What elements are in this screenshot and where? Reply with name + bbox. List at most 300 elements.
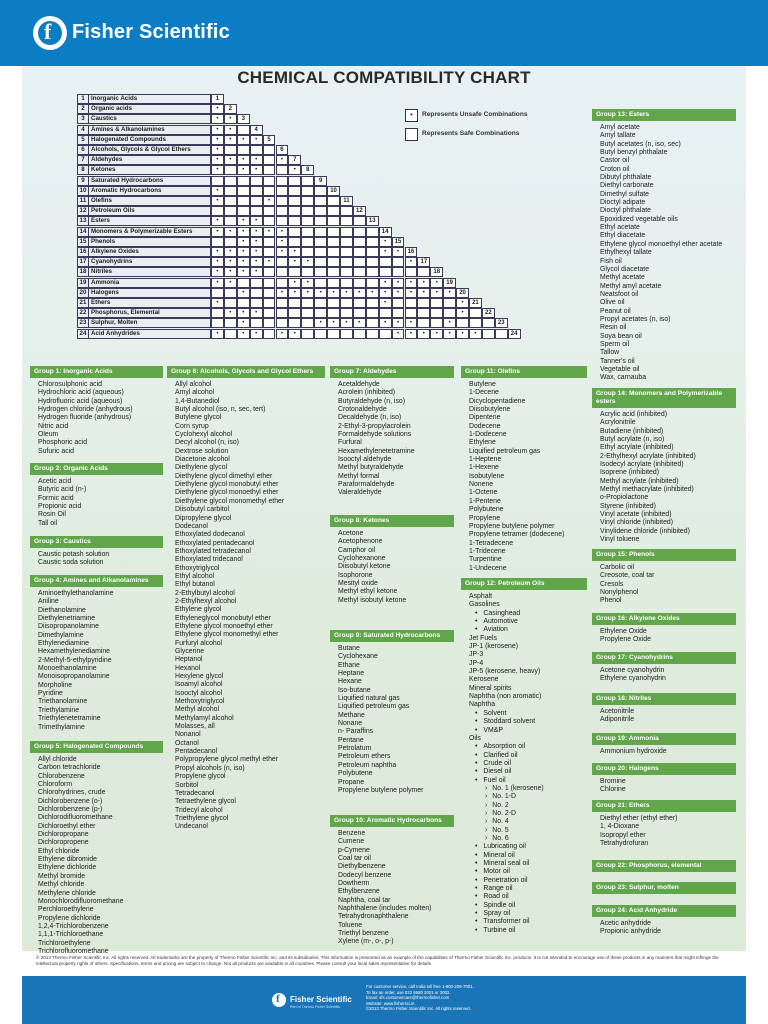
chemical-item: Isodecyl acrylate (inhibited) xyxy=(600,461,684,469)
row-number: 18 xyxy=(78,268,89,276)
matrix-row-label xyxy=(77,247,211,257)
row-name: Aromatic Hydrocarbons xyxy=(91,186,162,194)
chemical-item: JP-3 xyxy=(469,651,484,659)
row-name: Esters xyxy=(91,217,110,225)
chemical-item: • Turbine oil xyxy=(461,927,587,935)
matrix-safe-cell xyxy=(288,196,301,206)
chemical-item: Acetone xyxy=(338,530,364,537)
chemical-item: Methyl methacrylate (inhibited) xyxy=(600,486,694,494)
matrix-diagonal-cell: 17 xyxy=(417,257,430,267)
chemical-item: Methyl butyraldehyde xyxy=(338,464,404,472)
matrix-safe-cell xyxy=(263,267,276,277)
matrix-diagonal-cell: 4 xyxy=(250,125,263,135)
chemical-item: Ethylene glycol monomethyl ether xyxy=(175,631,279,639)
matrix-unsafe-cell: • xyxy=(379,278,392,288)
row-number: 22 xyxy=(78,309,89,317)
chemical-item: Allyl chloride xyxy=(38,756,77,763)
matrix-diagonal-cell: 22 xyxy=(482,308,495,318)
matrix-safe-cell xyxy=(392,308,405,318)
chemical-item: Ethyl acetate xyxy=(600,224,640,232)
matrix-unsafe-cell: • xyxy=(250,267,263,277)
matrix-safe-cell xyxy=(456,318,469,328)
chemical-item: Propyl alcohols (n, iso) xyxy=(175,764,245,772)
chemical-item: Polybutene xyxy=(469,506,504,514)
matrix-safe-cell xyxy=(237,145,250,155)
group-21 xyxy=(592,800,736,848)
matrix-safe-cell xyxy=(327,247,340,257)
chemical-item: Decaldehyde (n, iso) xyxy=(338,414,402,422)
group-heading: Group 13: Esters xyxy=(592,109,736,121)
chemical-item: Tetraethylene glycol xyxy=(175,798,236,806)
chemical-item: Methyl chloride xyxy=(38,881,85,889)
chemical-item: Propylene tetramer (dodecene) xyxy=(469,531,565,539)
group-items xyxy=(30,478,163,528)
brand-name: Fisher Scientific xyxy=(72,21,230,43)
matrix-safe-cell xyxy=(301,247,314,257)
chemical-item: Propyl acetates (n, iso) xyxy=(600,315,671,323)
legend-unsafe xyxy=(405,111,528,118)
chemical-item: Chloroform xyxy=(38,781,73,789)
chemical-item: Allyl alcohol xyxy=(175,381,212,388)
row-number: 10 xyxy=(78,187,89,195)
chemical-item: Soya bean oil xyxy=(600,332,642,340)
chemical-item: Vinyl toluene xyxy=(600,536,640,544)
matrix-row-label xyxy=(77,176,211,186)
chemical-item: Butyl acrylate (n, iso) xyxy=(600,436,665,444)
row-number: 13 xyxy=(78,217,89,225)
matrix-safe-cell xyxy=(288,186,301,196)
chemical-item: 1-Hexene xyxy=(469,464,499,472)
matrix-unsafe-cell: • xyxy=(288,278,301,288)
matrix-unsafe-cell: • xyxy=(392,278,405,288)
chemical-item: Ethylene dibromide xyxy=(38,856,97,864)
matrix-safe-cell xyxy=(482,329,495,339)
row-number: 16 xyxy=(78,248,89,256)
group-heading: Group 1: Inorganic Acids xyxy=(30,366,163,378)
matrix-safe-cell xyxy=(237,278,250,288)
group-items xyxy=(592,628,736,645)
matrix-unsafe-cell: • xyxy=(443,288,456,298)
chemical-item: Butyraldehyde (n, iso) xyxy=(338,397,406,405)
matrix-safe-cell xyxy=(301,329,314,339)
chemical-item: Acetonitrile xyxy=(600,708,635,715)
chemical-item: Naphtha, coal tar xyxy=(338,896,391,904)
chemical-item: Methyl acetate xyxy=(600,274,645,282)
matrix-safe-cell xyxy=(314,216,327,226)
group-heading: Group 7: Aldehydes xyxy=(330,366,454,378)
matrix-unsafe-cell: • xyxy=(237,257,250,267)
chemical-item: 1-Tridecene xyxy=(469,547,506,555)
matrix-diagonal-cell: 10 xyxy=(327,186,340,196)
matrix-safe-cell xyxy=(392,267,405,277)
row-number: 14 xyxy=(78,228,89,236)
chemical-item: Monoisopropanolamine xyxy=(38,673,110,681)
group-17 xyxy=(592,652,736,684)
matrix-safe-cell xyxy=(288,216,301,226)
chemical-item: Ethoxytriglycol xyxy=(175,564,220,572)
chemical-item: Acrylonitrile xyxy=(600,419,636,427)
matrix-diagonal-cell: 9 xyxy=(314,176,327,186)
matrix-safe-cell xyxy=(314,257,327,267)
chemical-item: Formic acid xyxy=(38,494,74,502)
row-name: Halogens xyxy=(91,288,119,296)
chemical-item: › No. 1 (kerosene) xyxy=(461,785,587,793)
chemical-item: Methyl formal xyxy=(338,472,380,480)
chemical-item: Glycerine xyxy=(175,648,205,655)
matrix-safe-cell xyxy=(276,267,289,277)
matrix-safe-cell xyxy=(417,267,430,277)
chemical-item: Hydrogen fluoride (anhydrous) xyxy=(38,414,132,422)
row-name: Saturated Hydrocarbons xyxy=(91,176,164,184)
chemical-item: • Automotive xyxy=(461,618,587,626)
matrix-safe-cell xyxy=(353,308,366,318)
chemical-item: Ammonium hydroxide xyxy=(600,748,667,755)
chemical-item: • Mineral oil xyxy=(461,852,587,860)
chemical-item: Pentane xyxy=(338,736,364,744)
group-heading: Group 11: Olefins xyxy=(461,366,587,378)
chemical-item: Vinyl chloride (inhibited) xyxy=(600,519,674,527)
chemical-item: Dowtherm xyxy=(338,880,370,888)
chemical-item: Propionic anhydride xyxy=(600,928,661,936)
row-number: 1 xyxy=(78,95,89,103)
matrix-unsafe-cell: • xyxy=(288,288,301,298)
matrix-safe-cell xyxy=(405,298,418,308)
chemical-item: › No. 5 xyxy=(461,827,587,835)
chemical-item: • Solvent xyxy=(461,710,587,718)
chemical-item: Hydrochloric acid (aqueous) xyxy=(38,389,124,397)
chemical-item: Cyclohexyl alcohol xyxy=(175,431,233,439)
matrix-unsafe-cell: • xyxy=(224,278,237,288)
matrix-unsafe-cell: • xyxy=(405,257,418,267)
matrix-safe-cell xyxy=(237,196,250,206)
group-22 xyxy=(592,860,736,872)
matrix-diagonal-cell: 6 xyxy=(276,145,289,155)
matrix-safe-cell xyxy=(250,318,263,328)
row-number: 2 xyxy=(78,105,89,113)
row-name: Petroleum Oils xyxy=(91,207,135,215)
matrix-unsafe-cell: • xyxy=(417,278,430,288)
matrix-safe-cell xyxy=(405,308,418,318)
matrix-safe-cell xyxy=(263,318,276,328)
matrix-unsafe-cell: • xyxy=(327,288,340,298)
matrix-unsafe-cell: • xyxy=(301,278,314,288)
row-number: 7 xyxy=(78,156,89,164)
page-title: CHEMICAL COMPATIBILITY CHART xyxy=(237,68,531,87)
chemical-item: 1-Decene xyxy=(469,389,499,397)
chemical-item: Ethylene glycol monoethyl ether acetate xyxy=(600,240,723,248)
chemical-item: Crotonaldehyde xyxy=(338,406,387,414)
matrix-row-label xyxy=(77,216,211,226)
matrix-diagonal-cell: 13 xyxy=(366,216,379,226)
matrix-safe-cell xyxy=(301,267,314,277)
matrix-safe-cell xyxy=(301,196,314,206)
chemical-item: JP-1 (kerosene) xyxy=(469,643,519,651)
group-heading: Group 4: Amines and Alkanolamines xyxy=(30,575,163,587)
matrix-safe-cell xyxy=(340,308,353,318)
matrix-diagonal-cell: 12 xyxy=(353,206,366,216)
matrix-safe-cell xyxy=(353,278,366,288)
matrix-safe-cell xyxy=(263,278,276,288)
matrix-safe-cell xyxy=(211,176,224,186)
chemical-item: Hexamethylenetetramine xyxy=(338,447,415,455)
matrix-unsafe-cell: • xyxy=(237,216,250,226)
matrix-diagonal-cell: 5 xyxy=(263,135,276,145)
chemical-item: Formaldehyde solutions xyxy=(338,431,412,439)
matrix-unsafe-cell: • xyxy=(379,247,392,257)
matrix-safe-cell xyxy=(263,176,276,186)
group-items xyxy=(592,920,736,937)
chemical-item: Butyric acid (n-) xyxy=(38,486,87,494)
chemical-item: Undecanol xyxy=(175,823,208,831)
matrix-safe-cell xyxy=(340,267,353,277)
chemical-item: 2-Ethyl-3-propylacrolein xyxy=(338,422,411,430)
chemical-item: Dichlorobenzene (p-) xyxy=(38,806,103,814)
chemical-item: Hexanol xyxy=(175,664,201,672)
chemical-item: Ethoxylated pentadecanol xyxy=(175,539,255,547)
chemical-item: Carbolic oil xyxy=(600,564,635,571)
chemical-item: Caustic soda solution xyxy=(38,559,104,567)
matrix-safe-cell xyxy=(301,186,314,196)
matrix-safe-cell xyxy=(263,206,276,216)
legend-unsafe-label: Represents Unsafe Combinations xyxy=(422,111,528,118)
matrix-row-label xyxy=(77,186,211,196)
chemical-item: Methyl ethyl ketone xyxy=(338,588,398,596)
matrix-safe-cell xyxy=(443,308,456,318)
chemical-item: Octanol xyxy=(175,739,199,747)
matrix-unsafe-cell: • xyxy=(250,165,263,175)
matrix-unsafe-cell: • xyxy=(392,329,405,339)
chemical-item: Diethylbenzene xyxy=(338,863,386,871)
matrix-safe-cell xyxy=(366,267,379,277)
row-number: 21 xyxy=(78,299,89,307)
group-items xyxy=(592,667,736,684)
row-number: 3 xyxy=(78,115,89,123)
matrix-safe-cell xyxy=(288,227,301,237)
row-name: Alcohols, Glycols & Glycol Ethers xyxy=(91,146,191,153)
matrix-diagonal-cell: 18 xyxy=(430,267,443,277)
matrix-safe-cell xyxy=(340,227,353,237)
matrix-unsafe-cell: • xyxy=(211,114,224,124)
chemical-item: Chlorohydrines, crude xyxy=(38,789,106,797)
row-number: 9 xyxy=(78,177,89,185)
matrix-row-label xyxy=(77,318,211,328)
row-name: Sulphur, Molten xyxy=(91,319,138,327)
matrix-unsafe-cell: • xyxy=(366,288,379,298)
chemical-item: Nitric acid xyxy=(38,422,69,430)
chemical-item: Acetone cyanohydrin xyxy=(600,667,665,674)
contact-website[interactable]: Website: www.fishersci.in xyxy=(366,1000,415,1006)
chemical-item: Tetradecanol xyxy=(175,789,215,797)
matrix-row-label xyxy=(77,104,211,114)
chemical-item: • Range oil xyxy=(461,885,587,893)
chemical-item: Acetaldehyde xyxy=(338,381,380,388)
matrix-unsafe-cell: • xyxy=(405,278,418,288)
chemical-item: Propylene dichloride xyxy=(38,914,101,922)
matrix-unsafe-cell: • xyxy=(392,247,405,257)
chemical-item: Methoxytriglycol xyxy=(175,698,225,706)
chemical-item: Rosin Oil xyxy=(38,511,66,519)
chemical-item: Olive oil xyxy=(600,299,625,307)
chemical-item: Methane xyxy=(338,711,365,719)
chemical-item: Diethyl carbonate xyxy=(600,182,654,190)
group-heading: Group 24: Acid Anhydride xyxy=(592,905,736,917)
matrix-unsafe-cell: • xyxy=(224,247,237,257)
chemical-item: Naphthalene (includes molten) xyxy=(338,905,432,913)
matrix-safe-cell xyxy=(301,227,314,237)
matrix-safe-cell xyxy=(340,216,353,226)
matrix-unsafe-cell: • xyxy=(276,237,289,247)
matrix-unsafe-cell: • xyxy=(224,155,237,165)
matrix-unsafe-cell: • xyxy=(237,237,250,247)
matrix-safe-cell xyxy=(417,298,430,308)
matrix-unsafe-cell: • xyxy=(211,196,224,206)
chemical-item: Cresols xyxy=(600,580,624,588)
chemical-item: Ethylene xyxy=(469,439,496,447)
group-items xyxy=(592,815,736,848)
matrix-safe-cell xyxy=(327,237,340,247)
matrix-safe-cell xyxy=(224,196,237,206)
chemical-item: Acetic acid xyxy=(38,478,72,485)
chemical-item: Benzene xyxy=(338,830,366,837)
matrix-diagonal-cell: 24 xyxy=(508,329,521,339)
matrix-unsafe-cell: • xyxy=(250,329,263,339)
chemical-item: Dodecene xyxy=(469,422,501,430)
row-name: Halogenated Compounds xyxy=(91,135,166,143)
group-heading: Group 14: Monomers and Polymerizable esters xyxy=(592,388,736,408)
chemical-item: Dioctyl phthalate xyxy=(600,207,651,215)
footer-brand: Fisher Scientific xyxy=(290,995,352,1004)
chemical-item: Liquified petroleum gas xyxy=(469,447,541,455)
chemical-item: Naphtha xyxy=(469,701,496,709)
matrix-safe-cell xyxy=(314,206,327,216)
group-18 xyxy=(592,693,736,725)
row-number: 17 xyxy=(78,258,89,266)
chemical-item: Dipentene xyxy=(469,414,501,422)
matrix-unsafe-cell: • xyxy=(237,329,250,339)
group-heading: Group 15: Phenols xyxy=(592,549,736,561)
matrix-safe-cell xyxy=(353,247,366,257)
contact-email[interactable]: Email: sfs.customercare@thermofisher.com xyxy=(366,995,450,1001)
chemical-item: Isooctyl alcohol xyxy=(175,689,223,697)
matrix-unsafe-cell: • xyxy=(276,227,289,237)
chemical-item: Ethyl butanol xyxy=(175,581,215,589)
safe-marker-icon xyxy=(405,128,418,141)
group-heading: Group 5: Halogenated Compounds xyxy=(30,741,163,753)
matrix-safe-cell xyxy=(263,237,276,247)
matrix-unsafe-cell: • xyxy=(379,298,392,308)
chemical-item: Trichloroethylene xyxy=(38,939,91,947)
matrix-diagonal-cell: 8 xyxy=(301,165,314,175)
matrix-row-label xyxy=(77,237,211,247)
chemical-item: Hydrogen chloride (anhydrous) xyxy=(38,406,133,414)
chemical-item: Polybutene xyxy=(338,770,373,778)
matrix-safe-cell xyxy=(288,176,301,186)
chemical-item: Ethylene glycol xyxy=(175,606,222,614)
chemical-item: Monochlorodifluoromethane xyxy=(38,897,124,905)
chemical-item: Phosphoric acid xyxy=(38,439,88,447)
matrix-safe-cell xyxy=(314,278,327,288)
chemical-item: Croton oil xyxy=(600,165,630,173)
row-number: 11 xyxy=(78,197,89,205)
chemical-item: Hydrofluoric acid (aqueous) xyxy=(38,397,123,405)
matrix-safe-cell xyxy=(353,216,366,226)
row-number: 12 xyxy=(78,207,89,215)
chemical-item: Adiponitrile xyxy=(600,716,635,724)
matrix-safe-cell xyxy=(314,247,327,257)
chemical-item: Bromine xyxy=(600,778,626,785)
chemical-item: • Stoddard solvent xyxy=(461,718,587,726)
matrix-unsafe-cell: • xyxy=(211,227,224,237)
matrix-row-label xyxy=(77,196,211,206)
matrix-diagonal-cell: 21 xyxy=(469,298,482,308)
chemical-item: Dichloropropane xyxy=(38,831,89,839)
chemical-item: Castor oil xyxy=(600,157,630,165)
matrix-unsafe-cell: • xyxy=(250,237,263,247)
matrix-safe-cell xyxy=(211,237,224,247)
matrix-safe-cell xyxy=(340,278,353,288)
matrix-unsafe-cell: • xyxy=(263,227,276,237)
matrix-diagonal-cell: 3 xyxy=(237,114,250,124)
matrix-row-label xyxy=(77,206,211,216)
matrix-safe-cell xyxy=(392,298,405,308)
matrix-safe-cell xyxy=(211,206,224,216)
matrix-diagonal-cell: 2 xyxy=(224,104,237,114)
chemical-item: Diethylene glycol dimethyl ether xyxy=(175,472,273,480)
matrix-safe-cell xyxy=(263,308,276,318)
matrix-unsafe-cell: • xyxy=(237,165,250,175)
group-heading: Group 17: Cyanohydrins xyxy=(592,652,736,664)
chemical-item: Ethane xyxy=(338,661,360,669)
chemical-item: o-Propiolactone xyxy=(600,494,649,502)
chemical-item: Triethylenetetramine xyxy=(38,715,101,723)
matrix-safe-cell xyxy=(263,247,276,257)
chemical-item: Peanut oil xyxy=(600,307,631,315)
chemical-item: Triethyl benzene xyxy=(338,930,389,938)
matrix-safe-cell xyxy=(340,329,353,339)
matrix-safe-cell xyxy=(250,196,263,206)
matrix-safe-cell xyxy=(340,257,353,267)
matrix-unsafe-cell: • xyxy=(237,308,250,318)
chemical-item: Wax, carnauba xyxy=(600,374,647,382)
group-6 xyxy=(167,366,325,832)
matrix-safe-cell xyxy=(263,298,276,308)
chemical-item: Diethyl ether (ethyl ether) xyxy=(600,815,678,822)
matrix-row-label xyxy=(77,135,211,145)
row-name: Olefins xyxy=(91,197,112,204)
row-number: 15 xyxy=(78,238,89,246)
matrix-safe-cell xyxy=(366,237,379,247)
chemical-item: Amyl tallate xyxy=(600,132,636,140)
group-items xyxy=(30,551,163,568)
matrix-unsafe-cell: • xyxy=(301,288,314,298)
matrix-safe-cell xyxy=(211,308,224,318)
matrix-safe-cell xyxy=(314,196,327,206)
row-name: Nitriles xyxy=(91,268,112,276)
chemical-item: Xylene (m-, o-, p-) xyxy=(338,938,394,946)
group-19 xyxy=(592,733,736,756)
chemical-item: Triethylamine xyxy=(38,706,80,714)
chemical-item: • Lubricating oil xyxy=(461,843,587,851)
chemical-item: Trichlorofluoromethane xyxy=(38,947,109,955)
chemical-item: 1,4-Butanediol xyxy=(175,397,220,405)
matrix-unsafe-cell: • xyxy=(263,257,276,267)
matrix-safe-cell xyxy=(327,329,340,339)
matrix-safe-cell xyxy=(314,267,327,277)
matrix-unsafe-cell: • xyxy=(211,247,224,257)
contact-info xyxy=(366,984,474,1012)
chemical-item: Dicyclopentadiene xyxy=(469,397,526,405)
chemical-item: Isooctyl aldehyde xyxy=(338,456,392,464)
